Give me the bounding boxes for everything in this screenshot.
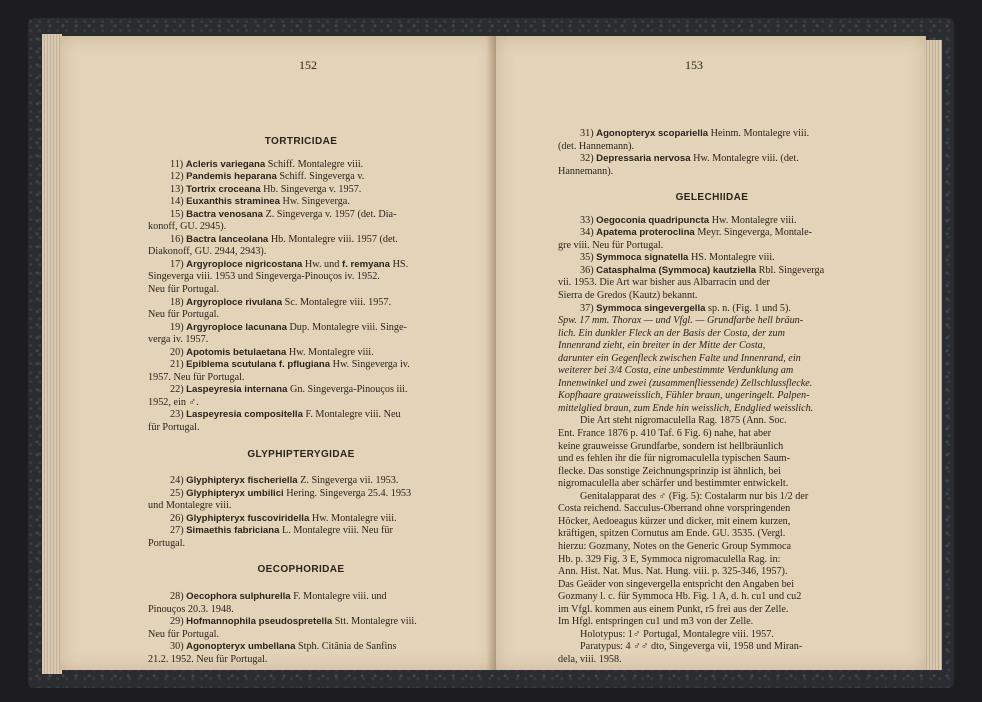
genitalia-paragraph [558,491,866,629]
entry-number: 15) [170,208,187,220]
entry-number: 30) [170,641,187,653]
entry-number: 21) [170,359,187,371]
entry-text: Stph. Citânia de Sanfins [295,641,397,653]
entry-number: 17) [170,258,187,270]
text-line: Ent. France 1876 p. 410 Taf. 6 Fig. 6) nahe, hat aber [558,428,771,440]
entry-continuation: (det. Hannemann). [558,140,635,152]
section-title: TORTRICIDAE [264,136,338,147]
entry-number: 35) [580,252,597,264]
entry-text: Dup. Montalegre viii. Singe- [286,321,407,333]
species-description [558,315,866,415]
entry-text: Hb. Montalegre viii. 1957 (det. [268,233,398,245]
entry-number: 25) [170,487,187,499]
entry-text: Sc. Montalegre viii. 1957. [282,296,392,308]
species-entry [148,384,454,397]
species-entry [148,322,454,335]
text-line: Genitalapparat des ♂ (Fig. 5): Costalarm nur bis 1/2 der [580,490,809,502]
holotype-line: Holotypus: 1♂ Portugal, Montalegre viii. 1957. [580,628,774,640]
entry-continuation: Hannemann). [558,165,614,177]
text-line: Innenrand zieht, ein breiter in der Mitte der Costa, [558,340,766,352]
paratype-line-cont: dela, viii. 1958. [558,653,622,665]
text-line: Im Hfgl. entspringen cu1 und m3 von der Zelle. [558,616,754,628]
text-line: Costa reichend. Sacculus-Oberrand ohne vorspringenden [558,503,791,515]
entry-text: Hw. Montalegre viii. [309,512,397,524]
entry-text: Stt. Montalegre viii. [332,616,417,628]
entry-text: Schiff. Singeverga v. [276,171,365,183]
entry-continuation: und Montalegre viii. [148,500,232,512]
species-name: Pandemis heparana [186,171,277,183]
species-name: Symmoca singevergella [596,302,706,314]
page-number: 153 [685,58,703,72]
species-name: Bactra lanceolana [186,233,269,245]
entry-text: Hw. Montalegre viii. [286,346,374,358]
species-name: Glyphipteryx fischeriella [186,475,298,487]
text-line: Höcker, Aedoeagus kürzer und dicker, mit einem kurzen, [558,515,791,527]
entry-number: 22) [170,384,187,396]
species-name: Euxanthis straminea [186,196,280,208]
entry-continuation: Portugal. [148,537,186,549]
entry-number: 16) [170,233,187,245]
entry-continuation: 1952, ein ♂. [148,396,199,408]
entry-37-head [558,303,866,316]
entry-continuation: Neu für Portugal. [148,284,220,296]
species-entry [148,184,454,197]
entry-number: 32) [580,153,597,165]
species-entry [148,297,454,310]
paratype-line: Paratypus: 4 ♂♂ dto, Singeverga vii, 1958 und Miran- [580,641,803,653]
entry-text: Gn. Singeverga-Pinouços iii. [287,384,408,396]
entry-continuation: Diakonoff, GU. 2944, 2943). [148,246,267,258]
entry-text: Z. Singeverga vii. 1953. [297,475,399,487]
species-entry [148,359,454,372]
page-number: 152 [299,58,317,72]
species-name: Apatema proteroclina [596,227,695,239]
page-edges-left [42,34,62,674]
species-entry [148,259,454,272]
species-name: Glyphipteryx fuscoviridella [186,512,310,524]
entry-number: 26) [170,512,187,524]
section-title: GLYPHIPTERYGIDAE [247,448,355,460]
entry-text: Z. Singeverga v. 1957 (det. Dia- [262,208,397,220]
comparison-paragraph [558,415,866,490]
entry-continuation: für Portugal. [148,422,200,434]
section-title: GELECHIIDAE [675,192,749,204]
species-entry [558,227,866,240]
text-line: Das Geäder von singevergella entspricht den Angaben bei [558,578,795,590]
species-name: Agonopteryx scopariella [596,128,709,139]
text-line: nigromaculella aber schärfer und bestimmter entwickelt. [558,478,789,490]
entry-text: Hering. Singeverga 25.4. 1953 [283,487,412,499]
species-name: Epiblema scutulana f. pflugiana [186,359,331,371]
species-name: Agonopteryx umbellana [186,641,296,653]
species-entry [148,209,454,222]
species-name: Glyphipteryx umbilici [186,487,284,499]
species-entry [148,488,454,501]
text-line: Die Art steht nigromaculella Rag. 1875 (Ann. Soc. [580,415,787,427]
entry-continuation: Neu für Portugal. [148,309,220,321]
entry-number: 24) [170,475,187,487]
section-title: OECOPHORIDAE [257,564,345,576]
entry-text: HS. [390,258,409,270]
species-name: Oegoconia quadripuncta [596,214,710,226]
right-page [496,36,926,670]
species-name: Apotomis betulaetana [186,346,287,358]
species-entry [148,616,454,629]
text-line: kräftigen, spitzen Cornutus am Ende. GU. 3535. (Vergl. [558,528,786,540]
entry-number: 11) [170,158,186,170]
entry-text: sp. n. (Fig. 1 und 5). [708,302,791,314]
species-name: Simaethis fabriciana [186,525,280,537]
species-entry [148,641,454,654]
text-line: Kopfhaare grauweisslich, Fühler braun, ungeringelt. Palpen- [558,390,810,402]
species-name: Laspeyresia internana [186,384,288,396]
species-name: f. remyana [339,258,391,270]
entry-continuation: Pinouços 20.3. 1948. [148,603,234,615]
entry-number: 29) [170,616,187,628]
entry-text: Heinm. Montalegre viii. [708,128,810,139]
entry-list [148,591,454,666]
entry-text: Hw. Montalegre viii. (det. [690,153,799,165]
text-line: Innenwinkel und zwei (zusammenfliessende) Zellschlussflecke. [558,377,813,389]
entry-list [148,475,454,550]
entry-text: F. Montalegre viii. Neu [302,409,401,421]
entry-continuation: verga iv. 1957. [148,334,209,346]
text-line: Spw. 17 mm. Thorax — und Vfgl. — Grundfarbe hell bräun- [558,315,804,327]
species-entry [558,252,866,265]
entry-number: 19) [170,321,187,333]
species-entry [148,409,454,422]
entry-continuation: 1957. Neu für Portugal. [148,371,245,383]
species-entry [558,265,866,278]
entry-number: 20) [170,346,187,358]
text-line: weiterer bei 3/4 Costa, eine unbestimmte Verdunklung am [558,365,794,377]
entry-number: 36) [580,264,597,276]
entry-number: 13) [170,183,187,195]
entry-number: 14) [170,196,187,208]
species-entry [558,215,866,228]
species-entry [148,196,454,209]
species-name: Acleris variegana [185,158,266,170]
entry-text: Hw. Singeverga iv. [330,359,410,371]
entry-text: Hw. und [302,258,340,270]
species-name: Oecophora sulphurella [186,590,291,602]
species-entry [558,128,866,141]
text-line: keine grauweisse Grundfarbe, sondern ist hellbräunlich [558,440,784,452]
species-name: Argyroploce lacunana [186,321,287,333]
text-line: darunter ein Gegenfleck zwischen Falte und Innenrand, ein [558,352,801,364]
text-line: Ann. Hist. Nat. Mus. Nat. Hung. viii. p. 325-346, 1957). [558,566,788,578]
entry-number: 27) [170,525,187,537]
entry-text: Hw. Singeverga. [279,196,350,208]
entry-text: HS. Montalegre viii. [688,252,775,264]
entry-list [558,215,866,303]
text-line: flecke. Das sonstige Zeichnungsprinzip ist ähnlich, bei [558,465,781,477]
entry-text: Rbl. Singeverga [756,264,825,276]
species-entry [148,159,454,172]
entry-text: Schiff. Montalegre viii. [265,158,364,170]
entry-text: L. Montalegre viii. Neu für [279,525,393,537]
text-line: im Vfgl. kommen aus einem Punkt, r5 frei aus der Zelle. [558,603,789,615]
left-page [60,36,497,670]
entry-continuation: Singeverga viii. 1953 und Singeverga-Pinouços iv. 1952. [148,271,380,283]
entry-continuation: 21.2. 1952. Neu für Portugal. [148,653,268,665]
entry-continuation: Neu für Portugal. [148,628,220,640]
entry-list [558,128,866,178]
species-name: Laspeyresia compositella [186,409,303,421]
entry-number: 23) [170,409,187,421]
entry-number: 34) [580,227,597,239]
species-entry [148,475,454,488]
entry-number: 18) [170,296,187,308]
text-line: Hb. p. 329 Fig. 3 E, Symmoca nigromaculella Rag. in: [558,553,781,565]
entry-continuation: vii. 1953. Die Art war bisher aus Albarracin und der [558,277,770,289]
species-name: Bactra venosana [186,208,263,220]
entry-continuation: konoff, GU. 2945). [148,221,227,233]
species-name: Symmoca signatella [596,252,689,264]
entry-text: Meyr. Singeverga, Montale- [694,227,813,239]
species-entry [148,234,454,247]
entry-number: 28) [170,590,187,602]
species-name: Hofmannophila pseudospretella [186,616,333,628]
species-name: Argyroploce nigricostana [186,258,303,270]
species-name: Tortrix croceana [186,183,261,195]
text-line: hierzu: Gozmany, Notes on the Generic Group Symmoca [558,540,792,552]
text-line: Gozmany l. c. für Symmoca Hb. Fig. 1 A, d. h. cu1 und cu2 [558,591,802,603]
text-line: lich. Ein dunkler Fleck an der Basis der Costa, der zum [558,327,785,339]
entry-number: 37) [580,302,594,314]
entry-continuation: gre viii. Neu für Portugal. [558,239,664,251]
entry-text: F. Montalegre viii. und [290,590,387,602]
entry-list [148,159,454,435]
species-name: Catasphalma (Symmoca) kautziella [596,264,757,276]
species-entry [148,347,454,360]
entry-number: 31) [580,128,597,139]
species-entry [148,591,454,604]
species-entry [148,513,454,526]
entry-number: 12) [170,171,187,183]
species-entry [558,153,866,166]
species-name: Argyroploce rivulana [186,296,283,308]
species-entry [148,171,454,184]
right-page-text [558,128,866,666]
species-entry [148,525,454,538]
entry-text: Hb. Singeverga v. 1957. [260,183,362,195]
species-name: Depressaria nervosa [596,153,691,165]
text-line: mittelglied braun, zum Ende hin weisslich, Endglied weisslich. [558,402,814,414]
entry-text: Hw. Montalegre viii. [709,214,797,226]
page-edges-right [924,40,942,670]
left-page-text [148,136,454,666]
entry-continuation: Sierra de Gredos (Kautz) bekannt. [558,290,698,302]
entry-number: 33) [580,214,597,226]
text-line: und es fehlen ihr die für nigromaculella typischen Saum- [558,453,790,465]
